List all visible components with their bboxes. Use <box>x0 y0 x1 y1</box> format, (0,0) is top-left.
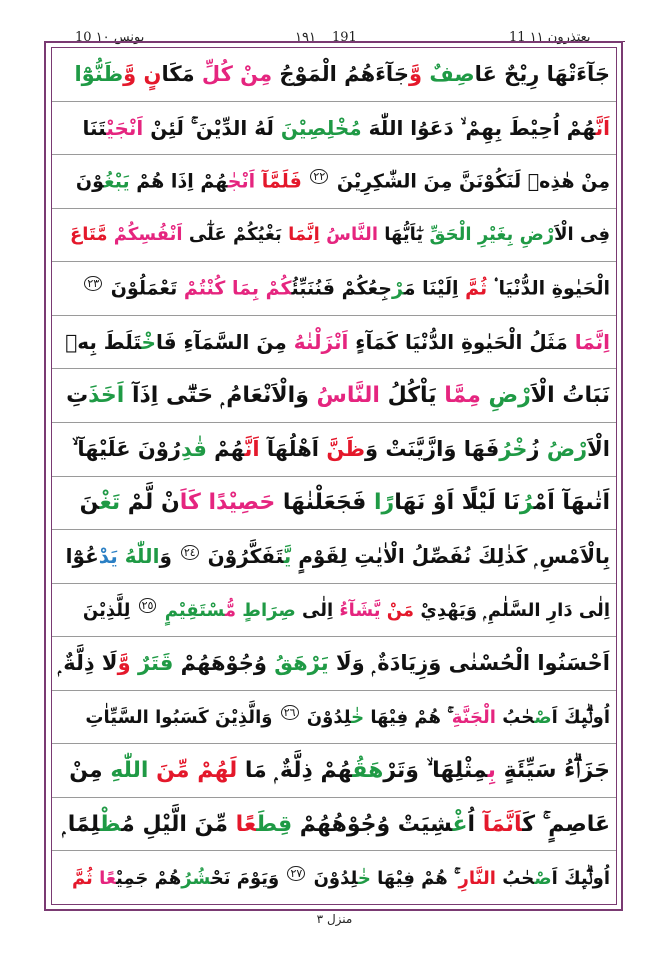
tajweed-segment: صِرَاطٍ <box>242 599 296 621</box>
tajweed-segment: رْضِ بِغَيْرِ <box>477 224 555 246</box>
verse-line <box>52 477 616 531</box>
tajweed-segment: لِدُوْنَ <box>300 707 352 729</box>
tajweed-segment: لَهُمْ <box>197 758 238 784</box>
tajweed-segment: اَنَّمَآ <box>482 811 523 837</box>
verse-line <box>52 691 616 745</box>
tajweed-segment: مِثْلِهَا ۙ وَتَرْ <box>383 758 488 784</box>
verse-line <box>52 316 616 370</box>
ayah-number-marker: ٢٢ <box>310 169 328 184</box>
tajweed-segment: وَّ <box>408 62 423 87</box>
tajweed-segment: تَعْمَلُوْنَ <box>104 277 184 300</box>
verse-line <box>52 530 616 584</box>
tajweed-segment: اِلٰى <box>295 599 340 621</box>
verse-line <box>52 744 616 798</box>
tajweed-segment: اَنْجَيْ <box>106 115 144 140</box>
tajweed-segment: ظَنَّ <box>326 436 365 461</box>
tajweed-segment: تَغْ <box>99 490 121 516</box>
tajweed-segment: اُ <box>467 811 483 837</box>
tajweed-segment: رُ <box>519 490 534 516</box>
tajweed-segment: كُنْتُمْ <box>183 277 226 300</box>
tajweed-segment: اَنَّ <box>244 436 260 461</box>
tajweed-segment: الْجَنَّةِ <box>451 707 496 729</box>
tajweed-segment: تِ <box>66 383 89 409</box>
tajweed-segment: رْضِ <box>480 383 531 409</box>
verse-line-text <box>74 62 610 86</box>
tajweed-segment: مَكَا <box>161 62 195 87</box>
tajweed-segment: قِطَ <box>256 811 293 837</box>
tajweed-segment: ۚ هُمْ فِيْهَا <box>364 707 452 729</box>
tajweed-segment: يَبْغُ <box>104 170 130 193</box>
tajweed-segment: غْ <box>452 811 468 837</box>
tajweed-segment: وَ <box>159 544 179 569</box>
tajweed-segment: الْاَ <box>587 436 610 461</box>
tajweed-segment: مِمَّا <box>444 383 481 409</box>
verse-line <box>52 798 616 852</box>
tajweed-segment: هُمْ اِذَا هُمْ <box>129 170 228 193</box>
tajweed-segment: سْتَقِيْمٍ <box>164 599 225 621</box>
tajweed-segment: جَعَلْنٰهَا <box>275 490 352 516</box>
tajweed-segment: لِمًا ۭ <box>62 811 100 837</box>
tajweed-segment: اُولٰۗىِٕكَ اَ <box>551 707 610 729</box>
tajweed-segment: يٰٓاَيُّهَا <box>377 224 430 246</box>
tajweed-segment: شِيَتْ وُجُوْهُهُمْ <box>292 811 453 837</box>
ayah-number-marker: ٢٥ <box>139 598 157 613</box>
tajweed-segment: مَثَلُ الْحَيٰوةِ الدُّنْيَا كَمَآءٍ <box>348 330 575 355</box>
tajweed-segment: عًا <box>99 867 116 889</box>
tajweed-segment: مِنَ الشّٰكِرِيْنَ <box>330 170 460 193</box>
ayah-number-marker: ٢٤ <box>181 545 199 560</box>
tajweed-segment: تَنَا <box>82 115 107 140</box>
tajweed-segment: فِى الْاَ <box>554 224 610 246</box>
verse-line-text <box>82 116 610 140</box>
tajweed-segment: ظَنُّوْٓا <box>74 62 124 87</box>
tajweed-segment: مِنْ <box>69 758 111 784</box>
tajweed-segment: اِلَيْنَا مَ <box>403 277 466 300</box>
tajweed-segment: لَا ذِلَّةٌ ۭ <box>57 650 118 675</box>
tajweed-segment: ظْ <box>99 811 122 837</box>
verse-line <box>52 155 616 209</box>
verse-line-text <box>69 758 610 783</box>
tajweed-segment: نْ لَّمْ <box>120 490 180 516</box>
tajweed-segment: يَّشَآءُ <box>339 599 387 621</box>
tajweed-segment: اللّٰهِ <box>110 758 149 784</box>
tajweed-segment: اَنْجٰ <box>227 170 256 193</box>
tajweed-segment: عَاصِمٍ ۚ كَ <box>522 811 610 837</box>
tajweed-segment: كُمْ بِمَا <box>225 277 292 300</box>
tajweed-segment: يَّ <box>283 544 292 569</box>
tajweed-segment: ۚ هُمْ فِيْهَا <box>370 867 459 889</box>
tajweed-segment: اَتٰىهَآ اَمْ <box>533 490 610 516</box>
tajweed-segment: رْضُ <box>546 436 588 461</box>
tajweed-segment: بَغْيُكُمْ عَلٰٓى <box>182 224 289 246</box>
tajweed-segment: لِلَّذِيْنَ <box>82 599 137 621</box>
tajweed-segment: بِهٖ <box>65 330 104 355</box>
tajweed-segment: اُولٰۗىِٕكَ اَ <box>551 867 610 889</box>
tajweed-segment: هَقُ <box>352 758 384 784</box>
verse-line-text <box>58 651 610 676</box>
tajweed-segment: خٰ <box>351 707 365 729</box>
page-number-arabic: ١٩١ <box>292 30 319 46</box>
tajweed-segment: فَهَا وَازَّيَّنَتْ وَ <box>365 436 500 461</box>
tajweed-segment: اللّٰهُ <box>124 544 160 569</box>
page-number: 191 <box>329 30 360 46</box>
verse-line-text <box>70 224 610 245</box>
tajweed-segment: فَلَمَّآ <box>255 170 309 193</box>
tajweed-segment: قٰدِ <box>180 436 207 461</box>
surah-name-label: 10 يونس ١٠ <box>72 30 147 46</box>
tajweed-segment: كُلِّ <box>194 62 233 87</box>
tajweed-segment: حَصِيْدًا <box>208 490 276 516</box>
tajweed-segment: اَهْلُهَآ <box>259 436 327 461</box>
tajweed-segment: نَ <box>79 490 100 516</box>
page-footer <box>44 912 625 930</box>
tajweed-segment: اِلٰى دَارِ السَّلٰمِ ۭ وَيَهْدِيْ <box>414 599 610 621</box>
verse-line <box>52 369 616 423</box>
tajweed-segment: تَفَكَّرُوْنَ <box>200 544 284 569</box>
tajweed-segment: يَرْهَقُ <box>274 650 329 675</box>
tajweed-segment: وْنَ <box>75 170 104 193</box>
verse-line <box>52 851 616 904</box>
verse-line-text <box>72 867 610 889</box>
tajweed-segment: جَآءَهُمُ الْمَوْجُ <box>272 62 409 87</box>
tajweed-segment: اَنْفُسِكُمْ <box>113 224 183 246</box>
tajweed-segment: تَلَطَ <box>103 330 142 355</box>
verse-line-text <box>65 330 610 354</box>
tajweed-segment: نَبَاتُ الْاَ <box>530 383 610 409</box>
tajweed-segment: حٰبُ <box>495 867 535 889</box>
tajweed-segment: لَهُ الدِّيْنَ ۚ لَئِنْ <box>143 115 281 140</box>
tajweed-segment <box>148 758 156 783</box>
manzil-label: منزل ٣ <box>311 912 359 926</box>
verse-line-text <box>80 490 610 515</box>
tajweed-segment: لِدُوْنَ <box>307 867 358 889</box>
tajweed-segment: اَنْزَلْنٰهُ <box>293 330 349 355</box>
tajweed-segment: النَّاسُ <box>319 224 378 246</box>
tajweed-segment: اَحْسَنُوا الْحُسْنٰى وَزِيَادَةٌ ۭ وَلَا <box>328 650 610 675</box>
tajweed-segment: مِنْ <box>232 62 273 87</box>
tajweed-segment: فَ <box>351 490 374 516</box>
tajweed-segment: جَزَاۗءُ سَيِّئَةٍ <box>503 758 610 784</box>
verse-line-text <box>83 599 610 621</box>
tajweed-segment: اِنَّمَا <box>574 330 610 355</box>
tajweed-segment: بِ <box>487 758 504 784</box>
verse-line-text <box>85 706 610 728</box>
tajweed-segment: وَّ <box>123 62 137 87</box>
tajweed-segment: وَيَوْمَ نَحْ <box>210 867 286 889</box>
tajweed-segment: اِنَّمَا <box>288 224 320 246</box>
verse-line-text <box>62 812 610 837</box>
verse-line-text <box>66 544 610 568</box>
tajweed-segment: النَّارِ <box>458 867 496 889</box>
tajweed-segment: خْ <box>141 330 156 355</box>
tajweed-segment: زُ <box>527 436 547 461</box>
tajweed-segment: وَّ <box>117 650 138 675</box>
tajweed-segment: رْ <box>391 277 404 300</box>
ayah-number-marker: ٢٧ <box>287 866 305 881</box>
tajweed-segment: هُمْ <box>206 436 245 461</box>
tajweed-segment: جَآءَتْهَا رِيْحٌ عَا <box>474 62 610 87</box>
tajweed-segment: نٍ <box>136 62 162 87</box>
tajweed-segment: مُخْلِصِيْنَ <box>280 115 362 140</box>
tajweed-segment: مِنْ هٰذِهٖ لَنَكُوْنَنَّ <box>459 170 610 193</box>
ayah-number-marker: ٢٣ <box>84 276 102 291</box>
tajweed-segment: مُّ <box>224 599 243 621</box>
tajweed-segment: النَّاسُ <box>316 383 380 409</box>
tajweed-segment: وَالَّذِيْنَ كَسَبُوا السَّيِّاٰتِ <box>85 707 279 729</box>
tajweed-segment: هُمْ جَمِيْ <box>116 867 182 889</box>
tajweed-segment: الْحَقِّ <box>429 224 478 246</box>
tajweed-segment: يَاْكُلُ <box>379 383 445 409</box>
tajweed-segment: كَاَ <box>179 490 209 516</box>
tajweed-segment: عًا <box>235 811 257 837</box>
tajweed-segment: مَّتَاعَ <box>69 224 114 246</box>
tajweed-segment: مِّنَ الَّيْلِ مُ <box>121 811 236 837</box>
tajweed-segment: وَالْاَنْعَامُ ۭ حَتّٰٓى اِذَآ <box>124 383 317 409</box>
tajweed-segment: مِّنَ <box>156 758 198 784</box>
tajweed-segment: بِالْاَمْسِ ۭ كَذٰلِكَ نُفَصِّلُ الْاٰيٰتِ لِقَوْمٍ <box>291 544 610 569</box>
tajweed-segment: شُرُ <box>181 867 211 889</box>
tajweed-segment: هُمْ ذِلَّةٌ ۭ مَا <box>237 758 353 784</box>
verse-line <box>52 48 616 102</box>
tajweed-segment: وُجُوْهَهُمْ <box>173 650 275 675</box>
tajweed-segment: جِعُكُمْ فَنُنَبِّئُ <box>291 277 392 300</box>
tajweed-segment: حٰبُ <box>495 707 535 729</box>
tajweed-segment: الْحَيٰوةِ الدُّنْيَا ۟ <box>487 277 610 300</box>
tajweed-segment: ثُمَّ <box>71 867 100 889</box>
verse-line-text <box>72 437 610 462</box>
verse-line <box>52 209 616 263</box>
tajweed-segment: صِفٌ <box>422 62 475 87</box>
ayah-number-marker: ٢٦ <box>281 705 299 720</box>
tajweed-segment: رُوْنَ عَلَيْهَآ ۙ <box>72 436 181 461</box>
verse-line-text <box>82 277 610 299</box>
tajweed-segment: مِنَ السَّمَآءِ فَا <box>155 330 294 355</box>
tajweed-segment: خْرُ <box>499 436 528 461</box>
tajweed-segment: اَنَّ <box>595 115 610 140</box>
tajweed-segment: نَا لَيْلًا اَوْ نَهَا <box>394 490 520 516</box>
tajweed-segment: عُوْٓا <box>65 544 99 569</box>
verse-line <box>52 584 616 638</box>
tajweed-segment: يَدْ <box>98 544 125 569</box>
tajweed-segment: قَتَرٌ <box>137 650 174 675</box>
verse-line <box>52 423 616 477</box>
verse-line-text <box>66 383 610 408</box>
tajweed-segment: ثُمَّ <box>465 277 488 300</box>
tajweed-segment: خٰ <box>357 867 371 889</box>
tajweed-segment: صْ <box>534 707 552 729</box>
tajweed-segment: رًا <box>373 490 395 516</box>
tajweed-segment: اَخَذَ <box>88 383 125 409</box>
tajweed-segment: مَنْ <box>386 599 415 621</box>
tajweed-segment: صْ <box>534 867 552 889</box>
tajweed-segment: هُمْ اُحِيْطَ بِهِمْ ۙ دَعَوُا اللّٰهَ <box>361 115 596 140</box>
verse-line <box>52 262 616 316</box>
verse-line-text <box>76 170 610 192</box>
verse-line <box>52 637 616 691</box>
juz-name-label: 11 يعتذرون ١١ <box>506 30 594 46</box>
quran-text-frame <box>51 47 617 905</box>
verse-line <box>52 102 616 156</box>
